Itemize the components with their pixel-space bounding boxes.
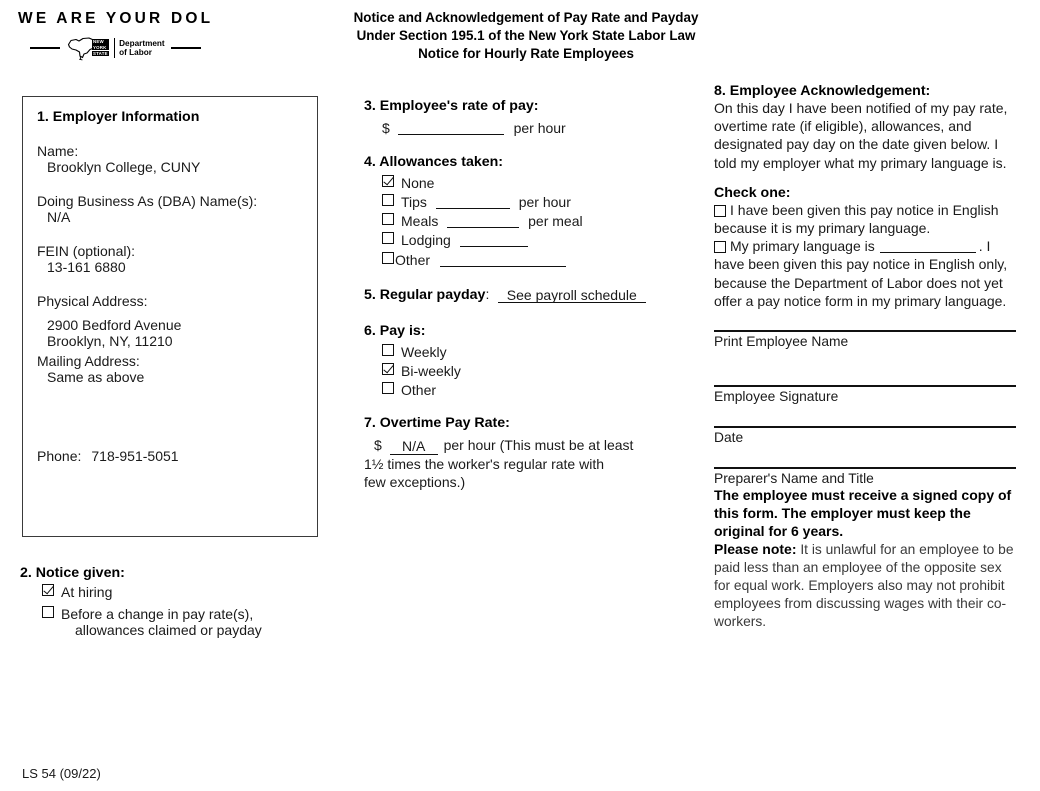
rate-currency-symbol: $ <box>382 120 390 136</box>
phone-label: Phone: <box>37 448 82 464</box>
checkbox-before-change[interactable] <box>42 606 54 618</box>
please-note-paragraph <box>714 540 1016 631</box>
print-employee-name-line[interactable]: Print Employee Name <box>714 330 1016 349</box>
dol-wordmark: WE ARE YOUR DOL <box>18 10 214 27</box>
dol-logo <box>18 10 318 61</box>
dept-line-2: of Labor <box>119 48 152 57</box>
signature-gap-2 <box>714 404 1016 426</box>
preparer-name-title-line[interactable]: Preparer's Name and Title <box>714 467 1016 486</box>
checkbox-language-other[interactable] <box>714 241 726 253</box>
section-8-employee-acknowledgement <box>714 83 1016 631</box>
notice-option-at-hiring[interactable] <box>42 584 330 600</box>
fein-field <box>37 243 303 275</box>
section-8-heading: 8. Employee Acknowledgement: <box>714 83 931 99</box>
overtime-rate-input[interactable]: N/A <box>390 439 438 455</box>
section-3-rate-of-pay <box>364 98 664 137</box>
allowance-option-tips-row <box>401 194 571 210</box>
allowance-option-lodging-label: Lodging <box>401 232 451 249</box>
allowance-option-meals-row <box>401 213 583 229</box>
pay-frequency-other-label: Other <box>401 381 437 398</box>
ny-state-line-2: YORK <box>92 45 109 50</box>
allowance-meals-input[interactable] <box>447 214 519 228</box>
language-option-other-prefix: My primary language is <box>730 238 875 255</box>
title-line-3: Notice for Hourly Rate Employees <box>418 45 634 61</box>
physical-address-field <box>37 293 303 349</box>
checkbox-allowance-other[interactable] <box>382 252 394 264</box>
pay-frequency-weekly[interactable] <box>382 344 664 360</box>
section-3-input-row <box>364 119 664 137</box>
signature-gap-1 <box>714 349 1016 385</box>
allowance-option-tips-label: Tips <box>401 194 427 211</box>
dba-name-label: Doing Business As (DBA) Name(s): <box>37 193 258 209</box>
section-1-heading: 1. Employer Information <box>37 109 200 125</box>
allowance-option-tips[interactable] <box>382 194 664 210</box>
logo-divider <box>114 38 115 58</box>
allowance-option-none-label: None <box>401 175 435 192</box>
checkbox-pay-weekly[interactable] <box>382 344 394 356</box>
phone-field <box>37 448 303 464</box>
primary-language-input[interactable] <box>880 239 976 253</box>
allowance-option-other-label: Other <box>395 251 431 268</box>
checkbox-allowance-meals[interactable] <box>382 213 394 225</box>
notice-option-before-change[interactable] <box>42 606 330 638</box>
mailing-address-label: Mailing Address: <box>37 353 140 369</box>
section-4-allowances <box>364 154 664 267</box>
section-2-notice-given <box>20 565 330 641</box>
date-line[interactable]: Date <box>714 426 1016 445</box>
pay-frequency-other[interactable] <box>382 382 664 398</box>
allowance-other-input[interactable] <box>440 253 566 267</box>
ny-state-line-1: NEW <box>92 39 109 44</box>
allowance-option-none[interactable] <box>382 175 664 191</box>
notice-option-before-change-line-2: allowances claimed or payday <box>75 622 262 639</box>
ny-dol-lockup <box>30 35 220 61</box>
ny-state-line-3: STATE <box>93 50 108 56</box>
mailing-address-field <box>37 353 303 385</box>
logo-rule-left <box>30 47 60 49</box>
employer-name-label: Name: <box>37 143 79 159</box>
employee-signature-line[interactable]: Employee Signature <box>714 385 1016 404</box>
allowance-lodging-input[interactable] <box>460 233 528 247</box>
notice-option-before-change-line-1: Before a change in pay rate(s), <box>61 606 254 623</box>
allowance-option-other-row <box>395 252 566 268</box>
language-option-other-suffix: . I have been given this pay notice in English only, because the Department of Labor does not yet offer a pay notice form in my primary language. <box>714 238 1008 309</box>
section-8-body-text: On this day I have been notified of my pay rate, overtime rate (if eligible), allowances, and designated pay day on the date given below. I told my employer what my primary language is. <box>714 100 1008 171</box>
fein-value[interactable]: 13-161 6880 <box>47 259 126 275</box>
physical-address-line-1[interactable]: 2900 Bedford Avenue <box>47 317 182 333</box>
signature-gap-3 <box>714 445 1016 467</box>
checkbox-allowance-tips[interactable] <box>382 194 394 206</box>
dba-name-field <box>37 193 303 225</box>
allowance-option-lodging-row <box>401 232 528 248</box>
middle-column <box>364 98 664 508</box>
section-5-heading: 5. Regular payday <box>364 286 486 303</box>
mailing-address-value[interactable]: Same as above <box>47 369 145 385</box>
overtime-note-line-3: few exceptions.) <box>364 473 466 490</box>
pay-frequency-weekly-label: Weekly <box>401 343 447 360</box>
dba-name-value[interactable]: N/A <box>47 209 71 225</box>
physical-address-label: Physical Address: <box>37 293 148 309</box>
checkbox-pay-other[interactable] <box>382 382 394 394</box>
section-5-regular-payday <box>364 285 664 304</box>
check-one-heading: Check one: <box>714 184 791 201</box>
employer-information-box <box>22 96 318 537</box>
pay-frequency-biweekly-label: Bi-weekly <box>401 362 461 379</box>
allowance-tips-unit: per hour <box>518 194 571 211</box>
physical-address-line-2[interactable]: Brooklyn, NY, 11210 <box>47 333 173 349</box>
employer-name-field <box>37 143 303 175</box>
notice-option-at-hiring-label: At hiring <box>61 584 113 600</box>
rate-of-pay-input[interactable] <box>398 121 504 135</box>
regular-payday-input[interactable]: See payroll schedule <box>498 288 646 304</box>
allowance-option-other[interactable] <box>382 252 664 268</box>
notice-option-before-change-label <box>61 606 262 638</box>
fein-label: FEIN (optional): <box>37 243 136 259</box>
section-5-colon: : <box>485 285 490 302</box>
logo-rule-right <box>171 47 201 49</box>
must-receive-copy-notice: The employee must receive a signed copy of this form. The employer must keep the original for 6 years. <box>714 486 1012 540</box>
overtime-note-line-2: 1½ times the worker's regular rate with <box>364 455 604 472</box>
section-7-input-row <box>364 436 664 455</box>
section-6-heading: 6. Pay is: <box>364 322 426 339</box>
checkbox-allowance-none[interactable] <box>382 175 394 187</box>
new-york-state-icon <box>66 35 109 61</box>
language-option-other[interactable] <box>714 237 1016 310</box>
overtime-currency-symbol: $ <box>374 436 382 453</box>
please-note-label: Please note: <box>714 541 797 558</box>
dept-line-1: Department <box>119 38 165 48</box>
language-option-english-label: I have been given this pay notice in English because it is my primary language. <box>714 201 999 236</box>
section-3-heading: 3. Employee's rate of pay: <box>364 98 539 114</box>
checkbox-pay-biweekly[interactable] <box>382 363 394 375</box>
section-6-pay-is <box>364 323 664 398</box>
allowance-option-lodging[interactable] <box>382 232 664 248</box>
signature-block <box>714 330 1016 486</box>
checkbox-language-english[interactable] <box>714 205 726 217</box>
title-line-1: Notice and Acknowledgement of Pay Rate and Payday <box>353 10 699 25</box>
checkbox-allowance-lodging[interactable] <box>382 232 394 244</box>
overtime-note-line-1: per hour (This must be at least <box>443 436 634 453</box>
employer-name-value[interactable]: Brooklyn College, CUNY <box>47 159 201 175</box>
allowance-tips-input[interactable] <box>436 195 510 209</box>
allowance-option-meals-label: Meals <box>401 213 439 230</box>
language-option-english[interactable] <box>714 201 1016 237</box>
allowance-meals-unit: per meal <box>528 213 583 230</box>
section-4-heading: 4. Allowances taken: <box>364 154 504 171</box>
section-7-heading: 7. Overtime Pay Rate: <box>364 414 510 431</box>
title-line-2: Under Section 195.1 of the New York State Labor Law <box>356 27 696 43</box>
allowance-option-meals[interactable] <box>382 213 664 229</box>
ny-state-wordmark <box>92 39 109 56</box>
please-note-body: It is unlawful for an employee to be paid less than an employee of the opposite sex for equal work. Employers also may not prohibit employees from discussing wages with their co-workers. <box>714 542 1014 630</box>
document-title <box>300 9 752 62</box>
checkbox-at-hiring[interactable] <box>42 584 54 596</box>
department-of-labor-wordmark <box>119 39 165 58</box>
section-7-overtime-pay-rate <box>364 415 664 491</box>
form-code-footer: LS 54 (09/22) <box>22 766 101 781</box>
phone-value[interactable]: 718-951-5051 <box>91 448 179 464</box>
pay-frequency-biweekly[interactable] <box>382 363 664 379</box>
rate-unit-label: per hour <box>513 120 566 136</box>
section-2-heading: 2. Notice given: <box>20 565 125 581</box>
